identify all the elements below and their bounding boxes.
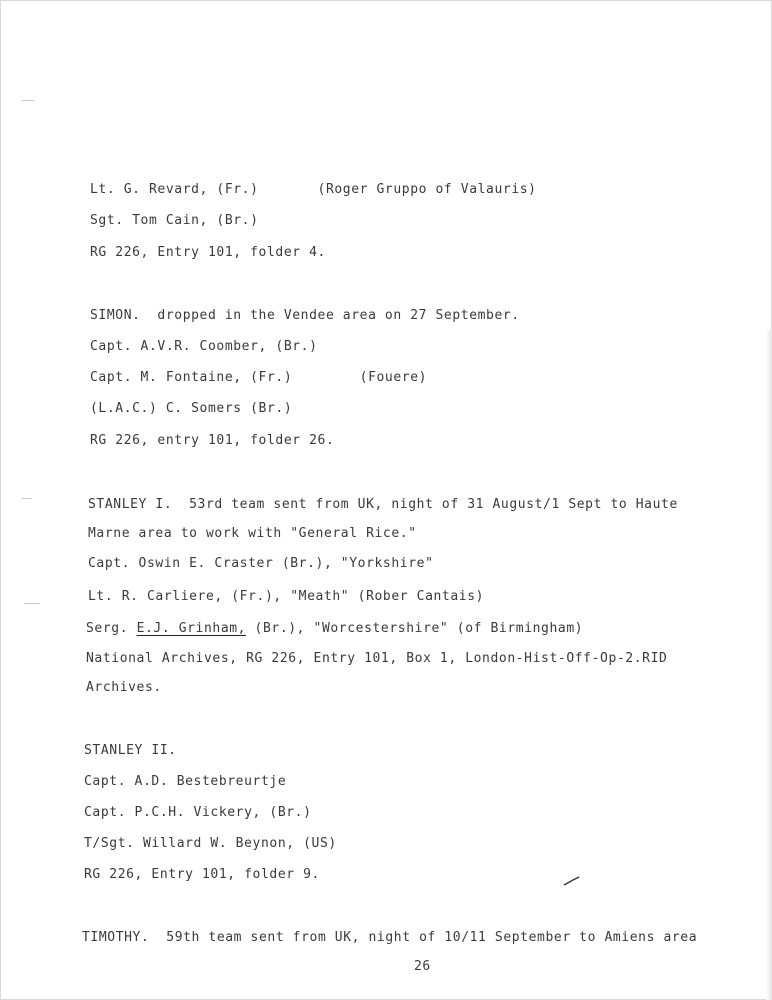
text-line: RG 226, Entry 101, folder 9. — [84, 867, 320, 882]
text-line: TIMOTHY. 59th team sent from UK, night of 10/11 September to Amiens area — [82, 930, 698, 945]
text-line: STANLEY II. — [84, 743, 177, 758]
text-line — [86, 621, 583, 637]
text-line: RG 226, Entry 101, folder 4. — [90, 245, 326, 260]
text-line: STANLEY I. 53rd team sent from UK, night of 31 August/1 Sept to Haute — [88, 497, 678, 512]
text-line: Lt. G. Revard, (Fr.) (Roger Gruppo of Valauris) — [90, 182, 537, 197]
text-line: Capt. A.D. Bestebreurtje — [84, 774, 287, 789]
text-segment: (Br.), "Worcestershire" (of Birmingham) — [246, 621, 584, 636]
scan-speck — [24, 603, 40, 604]
text-line: SIMON. dropped in the Vendee area on 27 September. — [90, 308, 520, 323]
page-edge-shadow — [766, 330, 772, 1000]
page-number: 26 — [414, 959, 431, 974]
text-line: Archives. — [86, 680, 162, 695]
text-line: Sgt. Tom Cain, (Br.) — [90, 213, 259, 228]
text-line: RG 226, entry 101, folder 26. — [90, 433, 335, 448]
text-line: Capt. M. Fontaine, (Fr.) (Fouere) — [90, 370, 428, 385]
text-segment: Serg. — [86, 621, 137, 636]
text-line: Capt. P.C.H. Vickery, (Br.) — [84, 805, 312, 820]
text-line: Capt. A.V.R. Coomber, (Br.) — [90, 339, 318, 354]
text-line: (L.A.C.) C. Somers (Br.) — [90, 401, 293, 416]
scan-speck — [22, 100, 34, 101]
text-line: Lt. R. Carliere, (Fr.), "Meath" (Rober Cantais) — [88, 589, 485, 604]
underlined-name: E.J. Grinham, — [136, 621, 247, 636]
text-line: Marne area to work with "General Rice." — [88, 526, 417, 541]
text-line: Capt. Oswin E. Craster (Br.), "Yorkshire" — [88, 556, 434, 571]
text-line: T/Sgt. Willard W. Beynon, (US) — [84, 836, 337, 851]
pen-mark-icon — [562, 874, 582, 888]
text-line: National Archives, RG 226, Entry 101, Box 1, London-Hist-Off-Op-2.RID — [86, 651, 668, 666]
scan-speck — [22, 498, 32, 499]
